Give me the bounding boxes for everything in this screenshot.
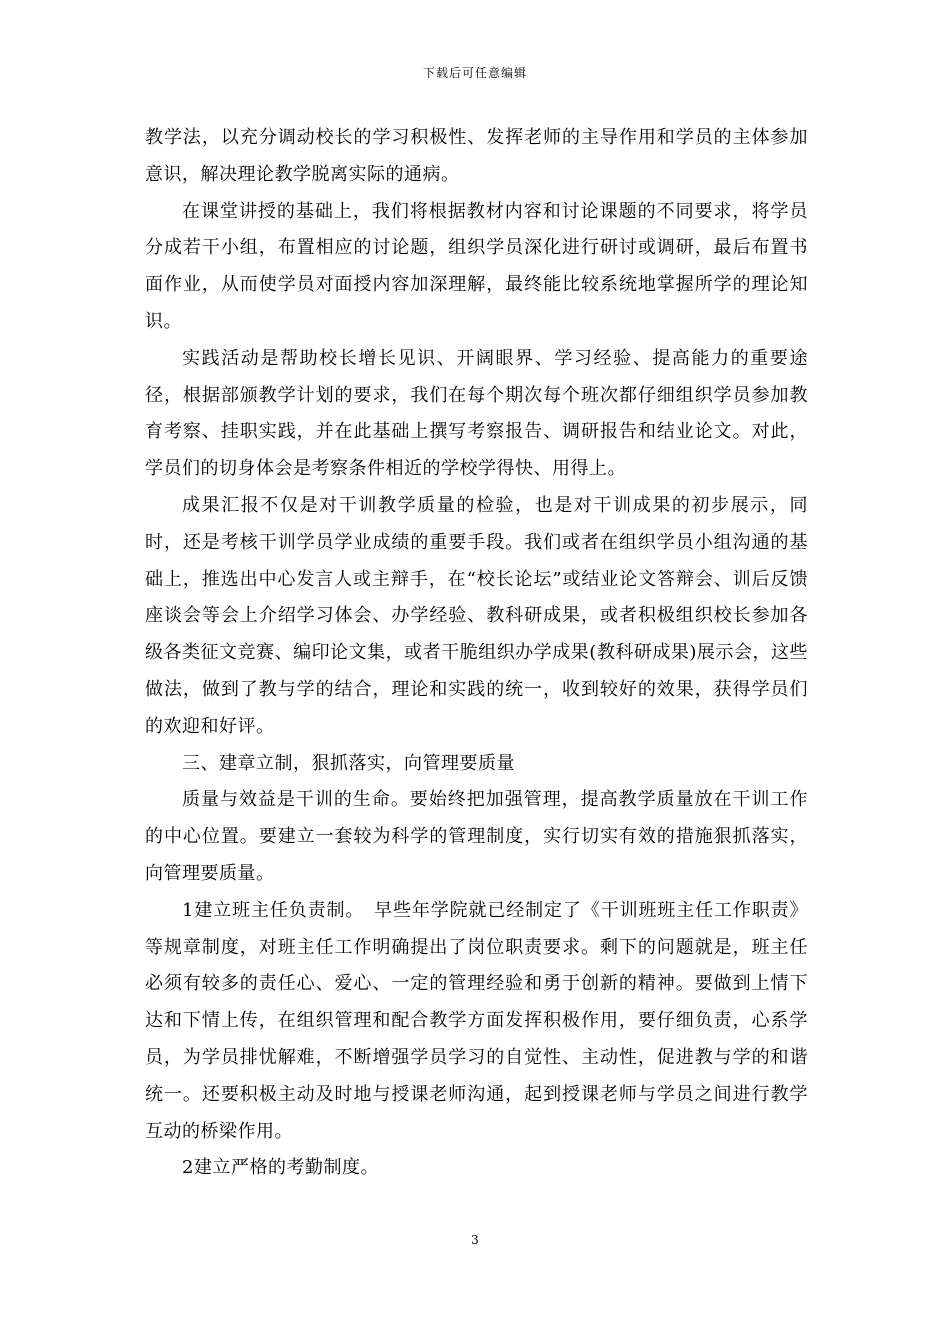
page-header: 下载后可任意编辑 — [422, 66, 527, 80]
paragraph-3: 实践活动是帮助校长增长见识、开阔眼界、学习经验、提高能力的重要途径，根据部颁教学计划的要求，我们在每个期次每个班次都仔细组织学员参加教育考察、挂职实践，并在此基础上撰写考察报告、调研报告和结业论文。对此，学员们的切身体会是考察条件相近的学校学得快、用得上。 — [145, 347, 808, 480]
paragraph-1: 教学法，以充分调动校长的学习积极性、发挥老师的主导作用和学员的主体参加意识，解决理论教学脱离实际的通病。 — [145, 127, 808, 185]
paragraph-6: 1建立班主任负责制。 早些年学院就已经制定了《干训班班主任工作职责》等规章制度，对班主任工作明确提出了岗位职责要求。剩下的问题就是，班主任必须有较多的责任心、爱心、一定的管理经验和勇于创新的精神。要做到上情下达和下情上传，在组织管理和配合教学方面发挥积极作用，要仔细负责，心系学员，为学员排忧解难，不断增强学员学习的自觉性、主动性，促进教与学的和谐统一。还要积极主动及时地与授课老师沟通，起到授课老师与学员之间进行教学互动的桥梁作用。 — [145, 899, 808, 1142]
document-body — [145, 120, 808, 1187]
section-heading: 三、建章立制，狠抓落实，向管理要质量 — [182, 752, 515, 774]
paragraph-2: 在课堂讲授的基础上，我们将根据教材内容和讨论课题的不同要求，将学员分成若干小组，布置相应的讨论题，组织学员深化进行研讨或调研，最后布置书面作业，从而使学员对面授内容加深理解，最终能比较系统地掌握所学的理论知识。 — [145, 200, 808, 332]
paragraph-7: 2建立严格的考勤制度。 — [182, 1157, 379, 1179]
paragraph-4: 成果汇报不仅是对干训教学质量的检验，也是对干训成果的初步展示，同时，还是考核干训学员学业成绩的重要手段。我们或者在组织学员小组沟通的基础上，推选出中心发言人或主辩手，在“校长论坛”或结业论文答辩会、训后反馈座谈会等会上介绍学习体会、办学经验、教科研成果，或者积极组织校长参加各级各类征文竞赛、编印论文集，或者干脆组织办学成果(教科研成果)展示会，这些做法，做到了教与学的结合，理论和实践的统一，收到较好的效果，获得学员们的欢迎和好评。 — [145, 494, 808, 737]
page-number: 3 — [471, 1233, 479, 1247]
paragraph-5: 质量与效益是干训的生命。要始终把加强管理，提高教学质量放在干训工作的中心位置。要建立一套较为科学的管理制度，实行切实有效的措施狠抓落实，向管理要质量。 — [145, 789, 808, 884]
